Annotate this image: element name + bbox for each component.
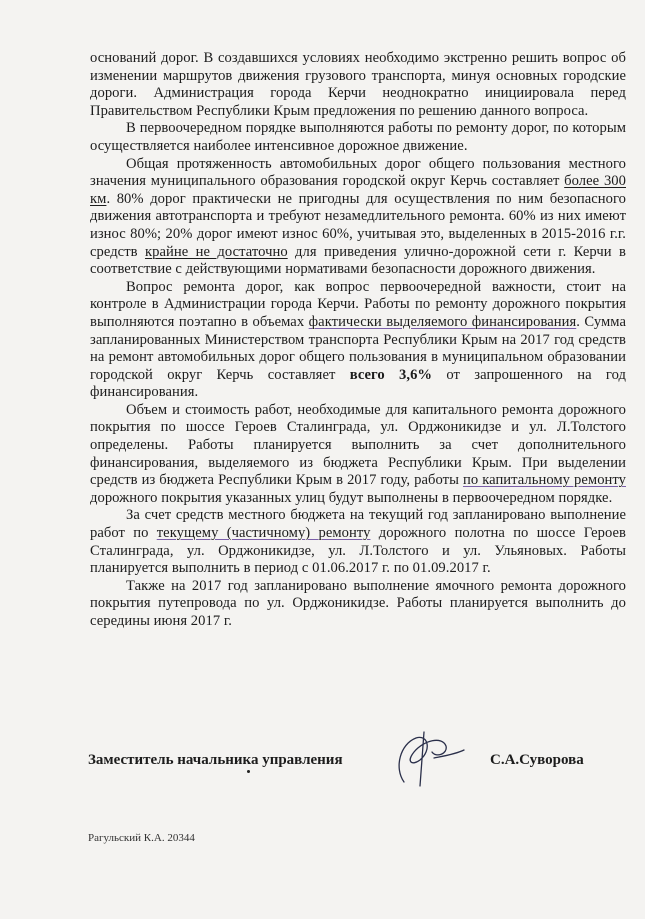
text-segment: Вопрос ремонта дорог, как вопрос первоочередной важности, стоит на контроле в Администрации города Керчи. Работы по ремонту дорожного покрытия выполняются поэтапно в объемах xyxy=(90,278,626,330)
text-segment: текущему (частичному) ремонту xyxy=(156,525,371,542)
text-segment: крайне не достаточно xyxy=(144,243,288,260)
paragraph xyxy=(90,578,626,631)
text-segment: дорожного полотна по шоссе Героев Сталинграда, ул. Орджоникидзе, ул. Л.Толстого и ул. Ульяновых. Работы планируется выполнить в период с 01.06.2017 г. по 01.09.2017 г. xyxy=(90,525,626,577)
signatory-name: С.А.Суворова xyxy=(490,752,584,768)
paragraph xyxy=(90,156,626,279)
paragraph xyxy=(90,50,626,120)
paragraph xyxy=(90,507,626,577)
paragraph xyxy=(90,402,626,508)
signature-block xyxy=(88,750,628,790)
text-segment: оснований дорог. В создавшихся условиях необходимо экстренно решить вопрос об изменении маршрутов движения грузового транспорта, минуя основных городские дороги. Администрация города Керчи неоднократно инициировала перед Правительством Республики Крым предложения по решению данного вопроса. xyxy=(90,50,626,119)
paragraph xyxy=(90,120,626,155)
paragraph xyxy=(90,279,626,402)
document-body xyxy=(90,50,626,631)
text-segment: . 80% дорог практически не пригодны для осуществления по ним безопасного движения автотранспорта и требуют незамедлительного ремонта. 60% из них имеют износ 80%; 20% дорог имеют износ 60%, учитывая это, выделенных в 2015-2016 г.г. средств xyxy=(90,190,626,260)
text-segment: Объем и стоимость работ, необходимые для капитального ремонта дорожного покрытия по шоссе Героев Сталинграда, ул. Орджоникидзе и ул. Л.Толстого определены. Работы планируется выполнить за счет дополнительного финансирования, выделяемого из бюджета Республики Крым. При выделении средств из бюджета Республики Крым в 2017 году, работы xyxy=(90,401,626,489)
text-segment: Общая протяженность автомобильных дорог общего пользования местного значения муниципального образования городской округ Керчь составляет xyxy=(90,155,626,190)
text-segment: Также на 2017 год запланировано выполнение ямочного ремонта дорожного покрытия путепровода по ул. Орджоникидзе. Работы планируется выполнить до середины июня 2017 г. xyxy=(90,577,626,629)
text-segment: дорожного покрытия указанных улиц будут выполнены в первоочередном порядке. xyxy=(90,489,613,506)
text-segment: В первоочередном порядке выполняются работы по ремонту дорог, по которым осуществляется наиболее интенсивное дорожное движение. xyxy=(90,120,626,154)
text-segment: более 300 км xyxy=(90,173,626,207)
text-segment: фактически выделяемого финансирования xyxy=(308,313,577,330)
executor-line: Рагульский К.А. 20344 xyxy=(88,832,195,844)
signatory-position: Заместитель начальника управления xyxy=(88,752,343,768)
text-segment: . Сумма запланированных Министерством транспорта Республики Крым на 2017 год средств на ремонт автомобильных дорог общего пользования в муниципальном образовании городской округ Керчь составляет xyxy=(90,313,626,383)
text-segment: всего 3,6% xyxy=(349,366,433,383)
text-segment: по капитальному ремонту xyxy=(462,472,626,489)
text-segment: от запрошенного на год финансирования. xyxy=(90,366,626,401)
text-segment: За счет средств местного бюджета на текущий год запланировано выполнение работ по xyxy=(90,507,626,542)
handwritten-signature xyxy=(384,728,468,792)
text-segment: для приведения улично-дорожной сети г. Керчи в соответствие с действующими нормативами безопасности дорожного движения. xyxy=(90,243,626,278)
scan-speck xyxy=(247,770,250,773)
